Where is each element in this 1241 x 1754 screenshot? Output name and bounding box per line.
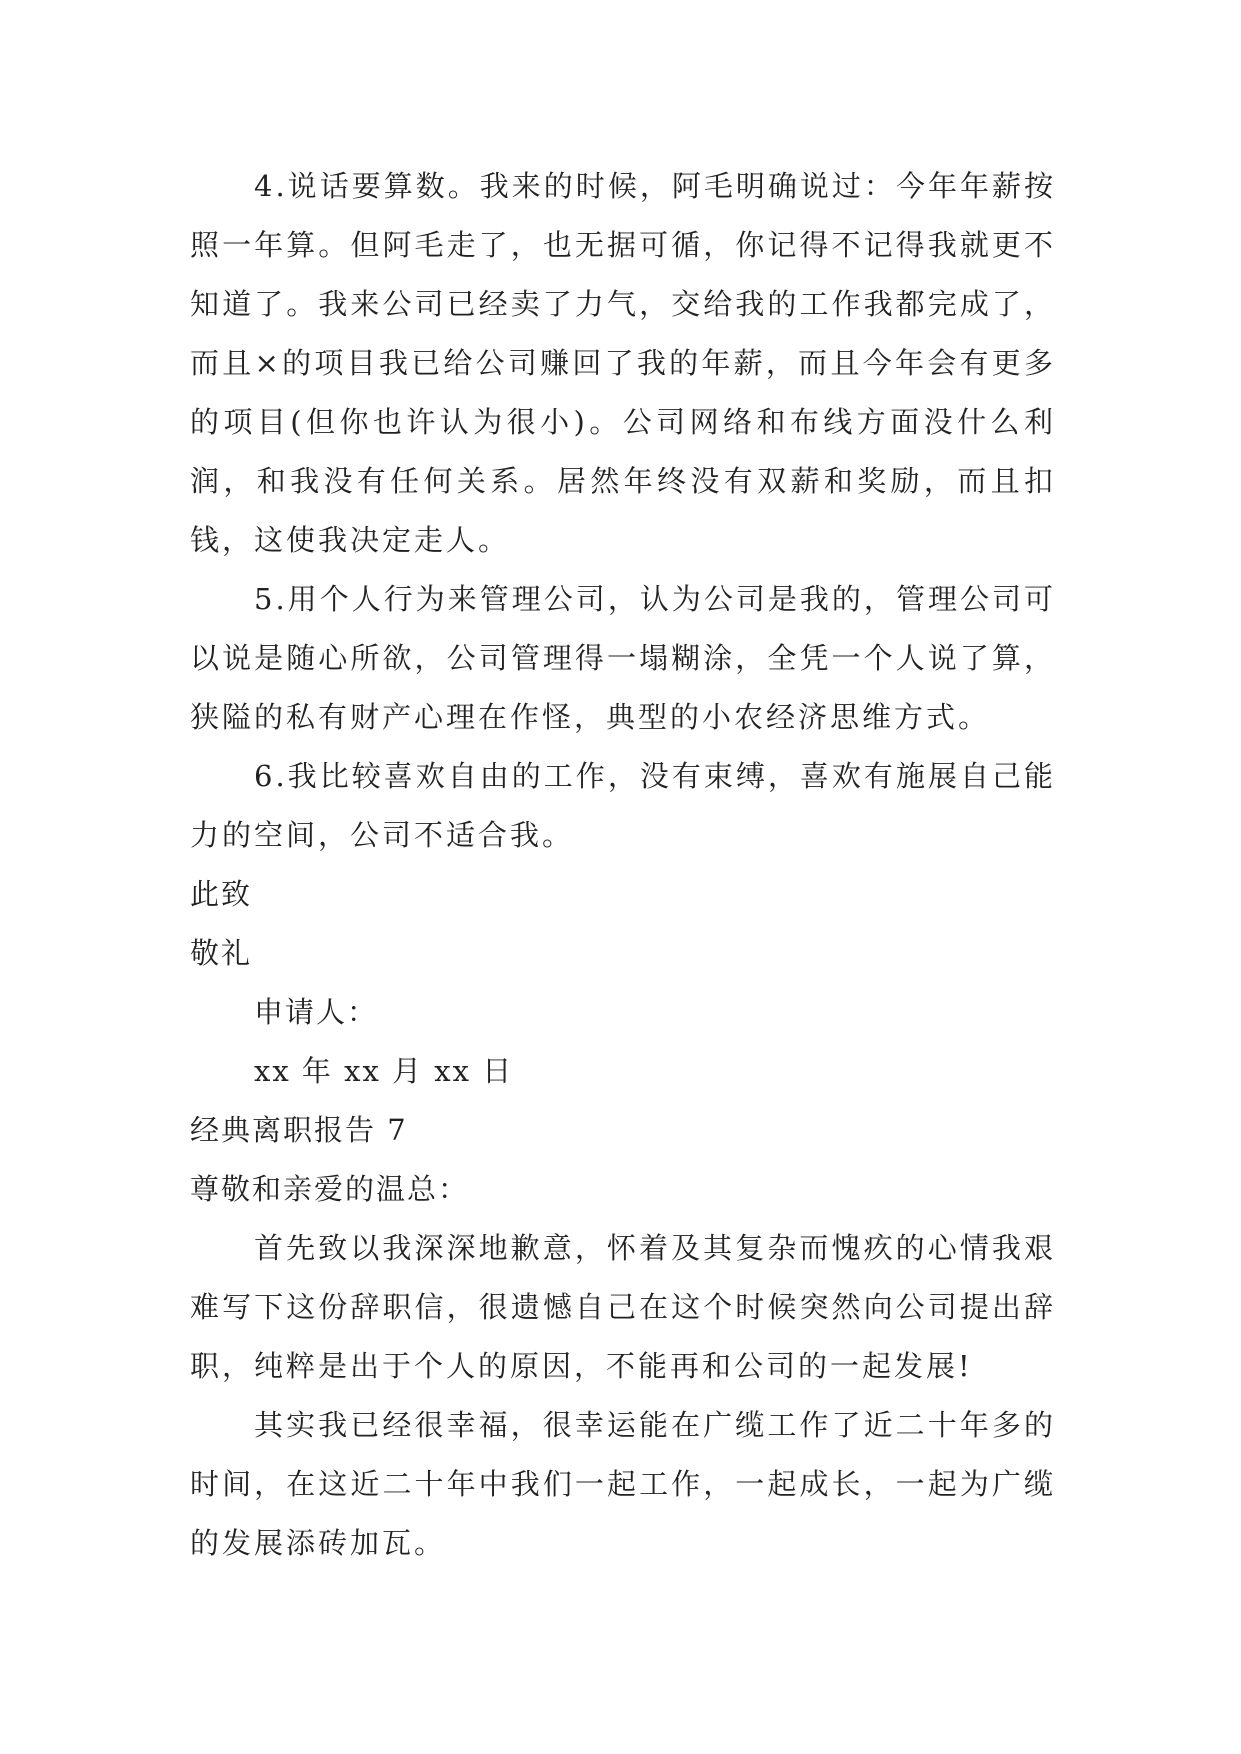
- letter-paragraph-2: 其实我已经很幸福，很幸运能在广缆工作了近二十年多的时间，在这近二十年中我们一起工作，一起成长，一起为广缆的发展添砖加瓦。: [190, 1408, 1056, 1560]
- closing-line-1: 此致: [190, 877, 253, 911]
- closing-line-2: 敬礼: [190, 936, 253, 970]
- paragraph-point-5: 5.用个人行为来管理公司，认为公司是我的，管理公司可以说是随心所欲，公司管理得一塌糊涂，全凭一个人说了算，狭隘的私有财产心理在作怪，典型的小农经济思维方式。: [190, 582, 1056, 734]
- document-body: [190, 157, 1056, 1573]
- section-title: 经典离职报告 7: [190, 1113, 408, 1147]
- date-line: xx 年 xx 月 xx 日: [254, 1054, 514, 1088]
- applicant-label: 申请人：: [254, 995, 379, 1029]
- paragraph-point-4: 4.说话要算数。我来的时候，阿毛明确说过：今年年薪按照一年算。但阿毛走了，也无据可循，你记得不记得我就更不知道了。我来公司已经卖了力气，交给我的工作我都完成了，而且×的项目我已给公司赚回了我的年薪，而且今年会有更多的项目(但你也许认为很小)。公司网络和布线方面没什么利润，和我没有任何关系。居然年终没有双薪和奖励，而且扣钱，这使我决定走人。: [190, 169, 1056, 557]
- paragraph-point-6: 6.我比较喜欢自由的工作，没有束缚，喜欢有施展自己能力的空间，公司不适合我。: [190, 759, 1056, 852]
- salutation: 尊敬和亲爱的温总：: [190, 1172, 470, 1206]
- letter-paragraph-1: 首先致以我深深地歉意，怀着及其复杂而愧疚的心情我艰难写下这份辞职信，很遗憾自己在这个时候突然向公司提出辞职，纯粹是出于个人的原因，不能再和公司的一起发展!: [190, 1231, 1056, 1383]
